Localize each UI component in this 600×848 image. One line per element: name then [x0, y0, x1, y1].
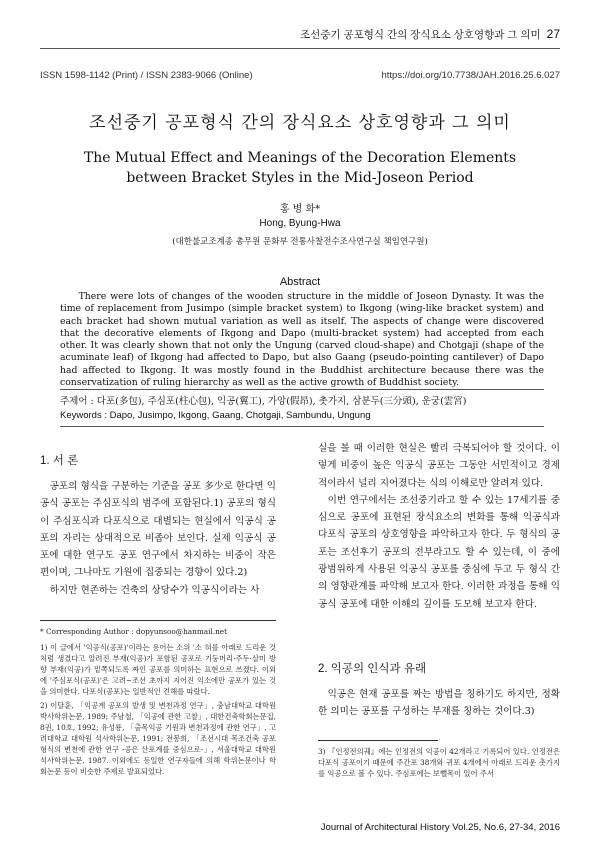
affiliation: (대한불교조계종 총무원 문화부 전통사찰전수조사연구실 책임연구원) [172, 237, 428, 247]
footnote-rule-left [40, 620, 276, 621]
keywords-english: Keywords : Dapo, Jusimpo, Ikgong, Gaang, Chotgaji, Sambundu, Ungung [60, 410, 371, 421]
footnote-1: 1) 이 글에서 '익공식(공포)'이라는 용어는 소위 '소 혀를 아래로 드리운 것처럼 생겼다고 알려진 부재(익공)가 포함된 공포로 기둥머리·주두·살미 방향 부재(익공)가 밑쪽되도록 짜인 공포를 의미하는 표현으로 쓰겠다. 이외에 '주심포식(공포)'은 고려~조선 초까지 지어진 익소에만 공포가 있는 것을 의미한다. 다포식(공포)는 일반적인 견해를 따랐다. [40, 643, 276, 696]
title-korean: 조선중기 공포형식 간의 장식요소 상호영향과 그 의미 [89, 113, 511, 133]
doi-link[interactable]: https://doi.org/10.7738/JAH.2016.25.6.027 [381, 70, 560, 81]
running-head [300, 27, 560, 42]
running-head-title: 조선중기 공포형식 간의 장식요소 상호영향과 그 의미 [299, 29, 541, 41]
section-1-paragraph-2: 하지만 현존하는 건축의 상당수가 익공식이라는 사 [49, 584, 260, 596]
section-2-body [318, 686, 560, 721]
right-column [318, 440, 560, 613]
section-1-heading: 1. 서 론 [40, 455, 79, 467]
section-2-paragraph-1: 익공은 현재 공포를 짜는 방법을 칭하기도 하지만, 정확한 의미는 공포를 구성하는 부재를 칭하는 것이다.3) [318, 689, 560, 718]
author-korean: 홍 병 화* [279, 204, 321, 215]
abstract-text: There were lots of changes of the wooden structure in the middle of Joseon Dynasty. It was the time of replacement from Jusimpo (simple bracket system) to Ikgong (wing-like bracket system) and each bracket had shown mutual variation as well as itself. The aspects of change were discovered that the decorative elements of Ikgong and Dapo (multi-bracket system) had accepted from each other. It was clearly shown that not only the Ungung (carved cloud-shape) and Chotgaji (shape of the acuminate leaf) of Ikgong had affected to Dapo, but also Gaang (pseudo-pointing cantilever) of Dapo had affected to Ikgong. It was mostly found in the Buddhist architecture because there was the conservatization of ruling hierarchy as well as the active growth of Buddhist society. [60, 291, 544, 389]
abstract-heading: Abstract [279, 276, 321, 288]
title-english [0, 148, 600, 188]
title-english-line1: The Mutual Effect and Meanings of the Decoration Elements [83, 150, 517, 166]
header-rule [40, 48, 560, 49]
right-paragraph-2: 이번 연구에서는 조선중기라고 할 수 있는 17세기를 중심으로 공포에 표현된 장식요소의 변화를 통해 익공식과 다포식 공포의 상호영향을 파악하고자 한다. 두 형식의 공포는 조선후기 공포의 전부라고도 할 수 있는데, 이 중에 광범위하게 사용된 익공식 공포를 중심에 두고 두 형식 간의 영향관계를 파악해 보고자 한다. 이러한 과정을 통해 익공식 공포에 대한 이해의 깊이를 도모해 보고자 한다. [318, 494, 560, 610]
footnote-2: 2) 이달훈, 「익공계 공포의 발생 및 변천과정 연구」, 충남대학교 대학원 박사학위논문, 1989; 주남철, 「익공에 관한 고찰」, 대한건축학회논문집, 8권, 10호, 1992; 유성룡, 「출목익공 기원과 변천과정에 관한 연구」, 고려대학교 대학원 석사학위논문, 1991; 전봉희, 「조선시대 목조건축 공포형식의 변천에 관한 연구 -공은 산포계를 중심으로-」, 서울대학교 대학원 석사학위논문, 1987. 이외에도 동일한 연구자들에 의해 학위논문이나 학회논문 등이 비슷한 주제로 발표되었다. [40, 701, 276, 776]
keywords-rule-bottom [60, 426, 544, 427]
author-english: Hong, Byung-Hwa [259, 218, 341, 229]
journal-footer: Journal of Architectural History Vol.25, No.6, 27-34, 2016 [320, 822, 560, 833]
right-paragraph-1: 실을 볼 때 이러한 현실은 빨리 극복되어야 할 것이다. 이렇게 비중이 높은 익공식 공포는 그동안 서민적이고 경제적이라서 널리 지어졌다는 식의 이해로만 알려져 있다. [318, 443, 560, 489]
left-column [40, 478, 276, 599]
title-english-line2: between Bracket Styles in the Mid-Joseon Period [126, 170, 474, 186]
corresponding-author: * Corresponding Author : dopyunsoo@hanmail.net [40, 627, 228, 636]
issn: ISSN 1598-1142 (Print) / ISSN 2383-9066 (Online) [40, 70, 253, 81]
keywords-korean: 주제어 : 다포(多包), 주심포(柱心包), 익공(翼工), 가앙(假昂), 촛가지, 삼분두(三分頭), 운궁(雲宮) [60, 396, 467, 407]
footnote-3: 3) 『인정전의궤』에는 인정전의 익공이 42개라고 기록되어 있다. 인정전은 다포식 공포이기 때문에 주간포 38개와 귀포 4개에서 아래로 드리운 촛가지를 익공으로 볼 수 있다. 주심포에는 보뺄목이 있어 주서 [318, 747, 560, 778]
keywords-rule-top [60, 389, 544, 390]
page-number: 27 [546, 27, 560, 41]
section-2-heading: 2. 익공의 인식과 유래 [318, 663, 427, 675]
section-1-paragraph-1: 공포의 형식을 구분하는 기준을 공포 多少로 한다면 익공식 공포는 주심포식의 범주에 포함된다.1) 공포의 형식이 주심포식과 다포식으로 대별되는 현실에서 익공식 공포의 자리는 상대적으로 비좁아 보인다. 실제 익공식 공포에 대한 연구도 공포 연구에서 차지하는 비중이 작은 편이며, 그나마도 기원에 집중되는 경향이 있다.2) [40, 481, 276, 579]
footnote-rule-right [318, 740, 438, 741]
